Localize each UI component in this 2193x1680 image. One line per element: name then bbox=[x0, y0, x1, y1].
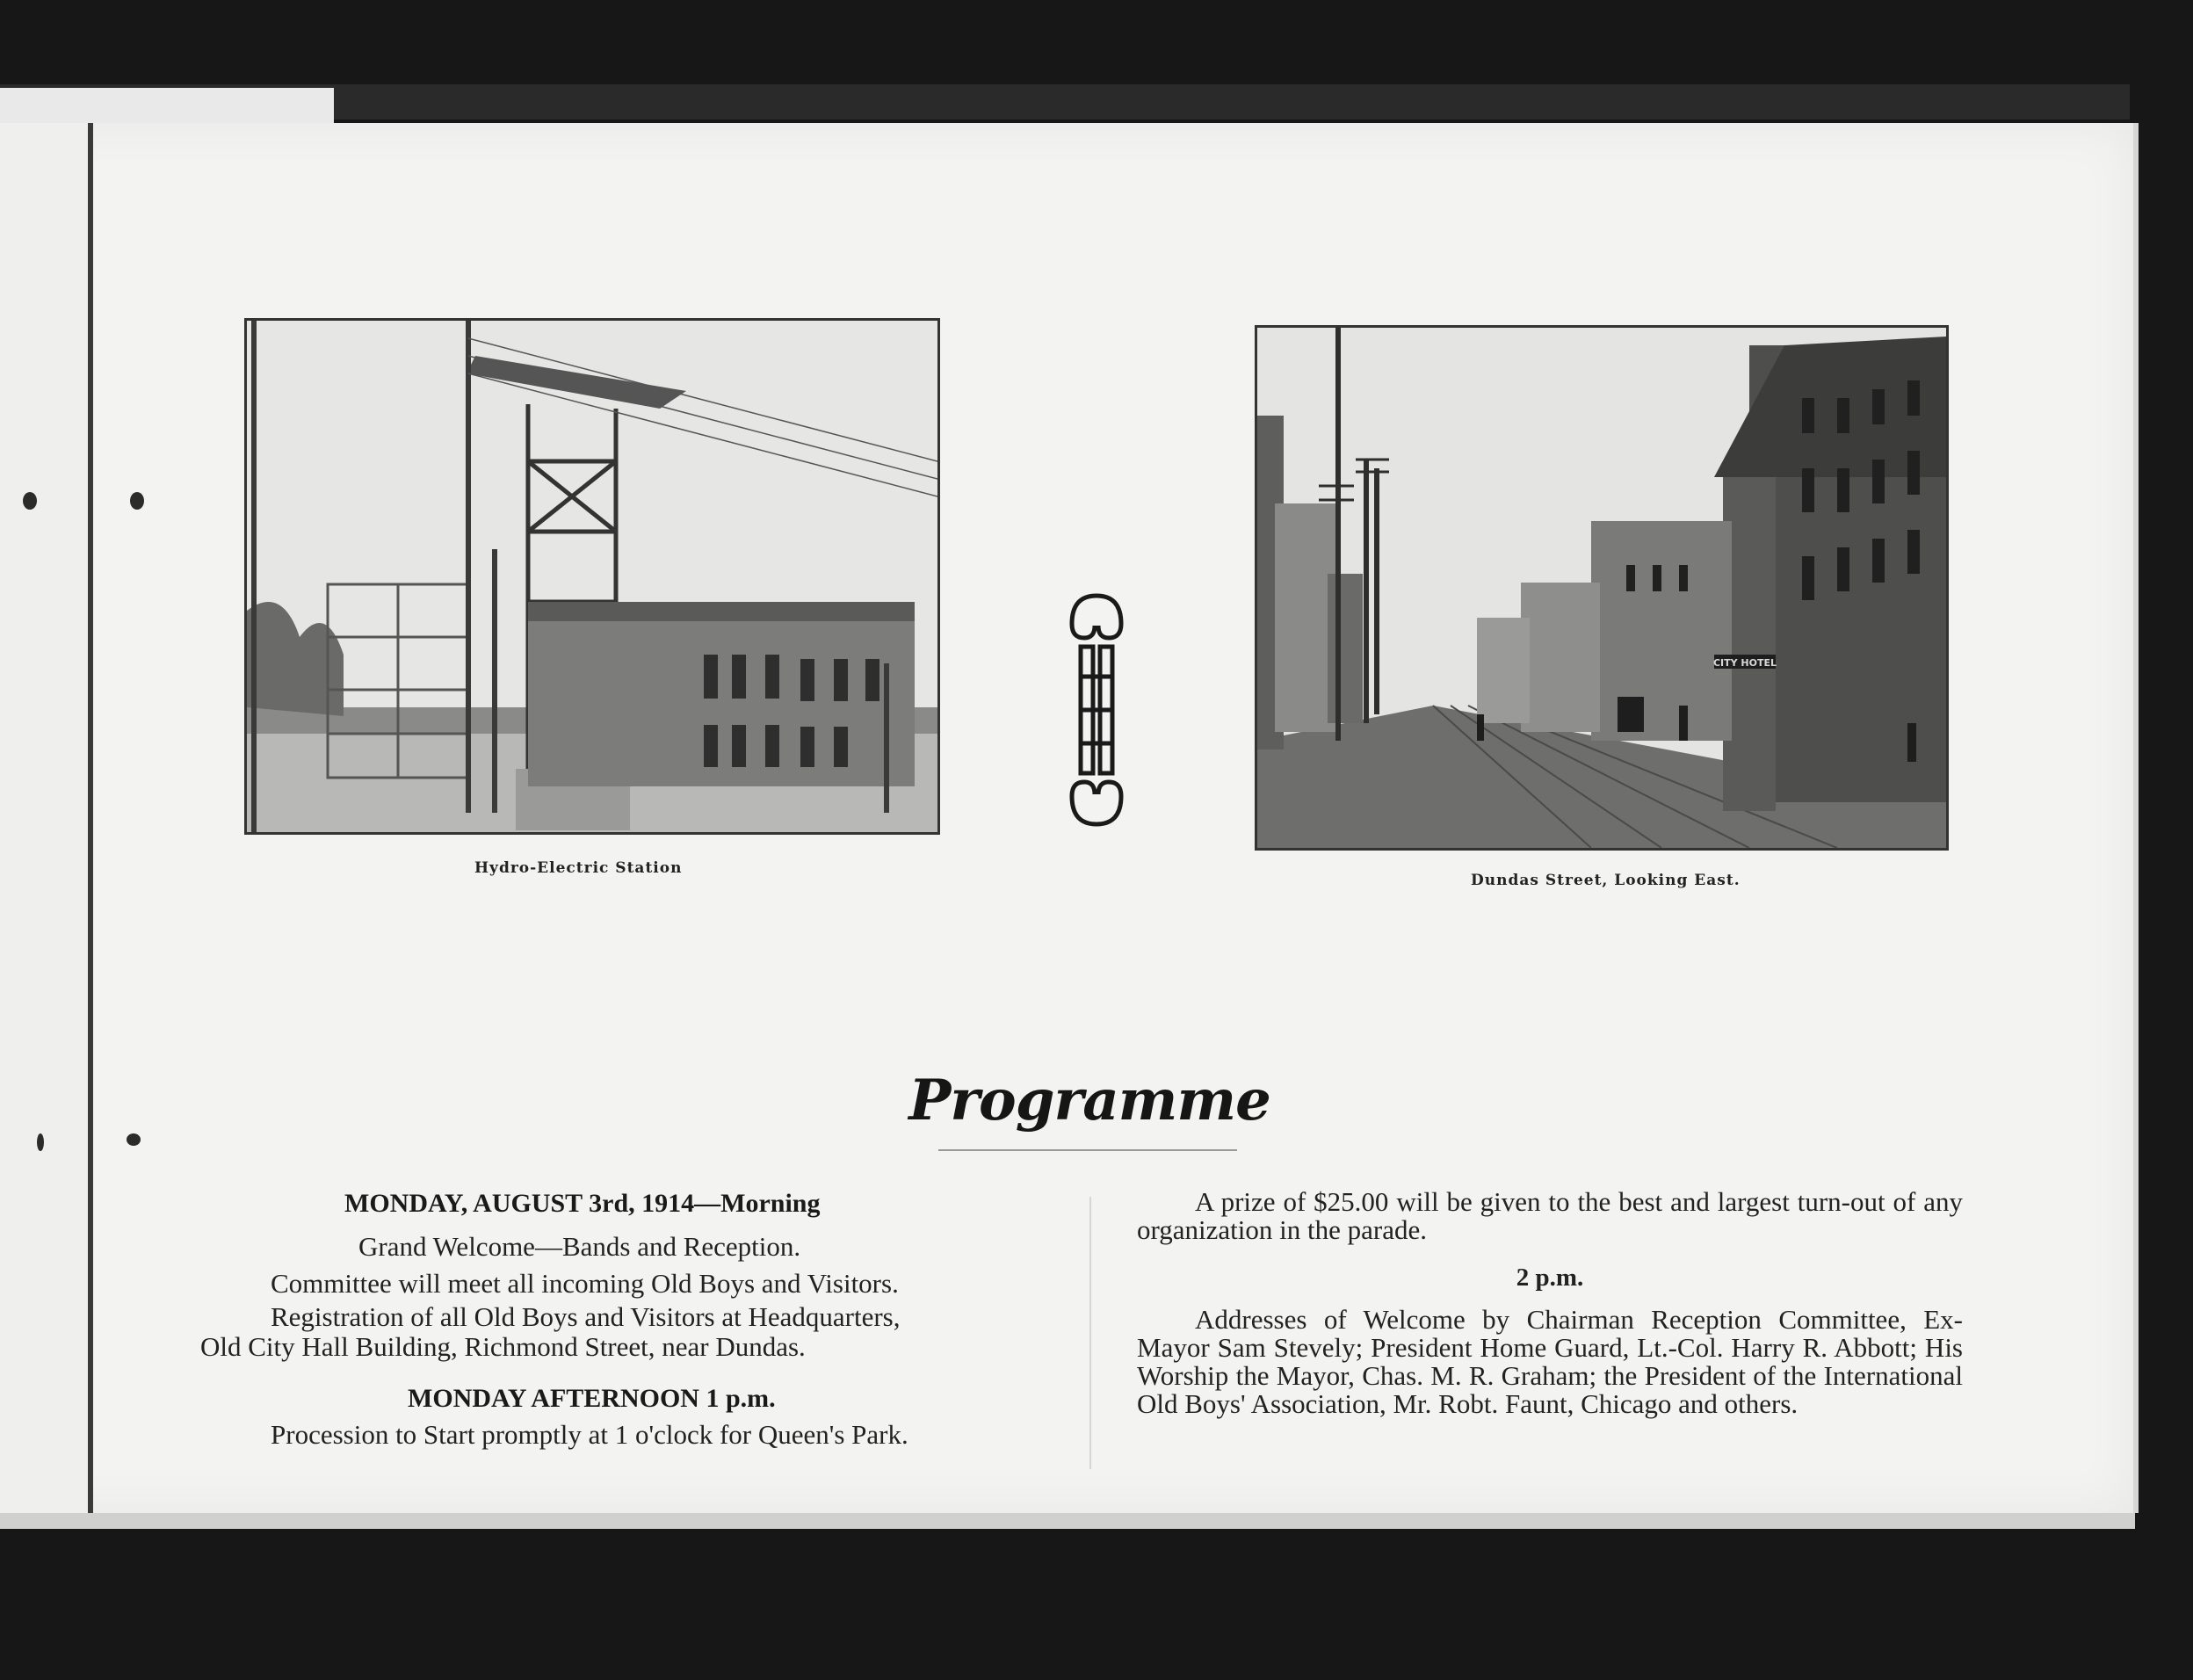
monday-afternoon-heading: MONDAY AFTERNOON 1 p.m. bbox=[408, 1384, 776, 1413]
page-title: Programme bbox=[908, 1068, 1270, 1133]
page-bottom-edge bbox=[0, 1513, 2135, 1529]
right-column bbox=[1137, 1188, 1963, 1418]
spacer bbox=[1137, 1244, 1963, 1260]
document-page bbox=[0, 123, 2139, 1513]
caption-dundas-street: Dundas Street, Looking East. bbox=[1471, 872, 1741, 889]
punch-hole bbox=[130, 492, 144, 510]
two-pm-heading: 2 p.m. bbox=[1516, 1264, 1584, 1292]
photo-dundas-street bbox=[1255, 325, 1949, 851]
punch-hole bbox=[127, 1133, 141, 1146]
spacer bbox=[207, 1362, 1040, 1381]
column-divider bbox=[1089, 1197, 1091, 1469]
scroll-ornament-icon bbox=[1063, 589, 1130, 831]
program-line: Registration of all Old Boys and Visitors at Headquarters, bbox=[271, 1301, 901, 1332]
photo-hydro-electric-station bbox=[244, 318, 940, 835]
title-underline bbox=[938, 1149, 1237, 1151]
street-illustration bbox=[1257, 328, 1946, 848]
left-column bbox=[200, 1186, 1040, 1450]
addresses-paragraph: Addresses of Welcome by Chairman Reception Committee, Ex-Mayor Sam Stevely; President Home Guard, Lt.-Col. Harry R. Abbott; His Worship the Mayor, Chas. M. R. Graham; the President of the International Old Boys' Association, Mr. Robt. Faunt, Chicago and others. bbox=[1137, 1304, 1963, 1419]
program-line: Old City Hall Building, Richmond Street, near Dundas. bbox=[200, 1331, 806, 1362]
caption-hydro-electric-station: Hydro-Electric Station bbox=[474, 859, 683, 877]
punch-hole bbox=[37, 1133, 44, 1151]
punch-hole bbox=[23, 492, 37, 510]
monday-morning-heading: MONDAY, AUGUST 3rd, 1914—Morning bbox=[344, 1189, 821, 1218]
program-line: Grand Welcome—Bands and Reception. bbox=[358, 1231, 801, 1262]
left-page-tab bbox=[0, 88, 334, 127]
left-page-leaf bbox=[0, 123, 93, 1513]
hydro-station-illustration bbox=[247, 321, 937, 832]
program-line: Committee will meet all incoming Old Boys and Visitors. bbox=[271, 1268, 899, 1299]
procession-line: Procession to Start promptly at 1 o'clock for Queen's Park. bbox=[271, 1419, 908, 1450]
prize-paragraph: A prize of $25.00 will be given to the best and largest turn-out of any organization in the parade. bbox=[1137, 1186, 1963, 1245]
city-hotel-sign: CITY HOTEL bbox=[1712, 657, 1777, 669]
